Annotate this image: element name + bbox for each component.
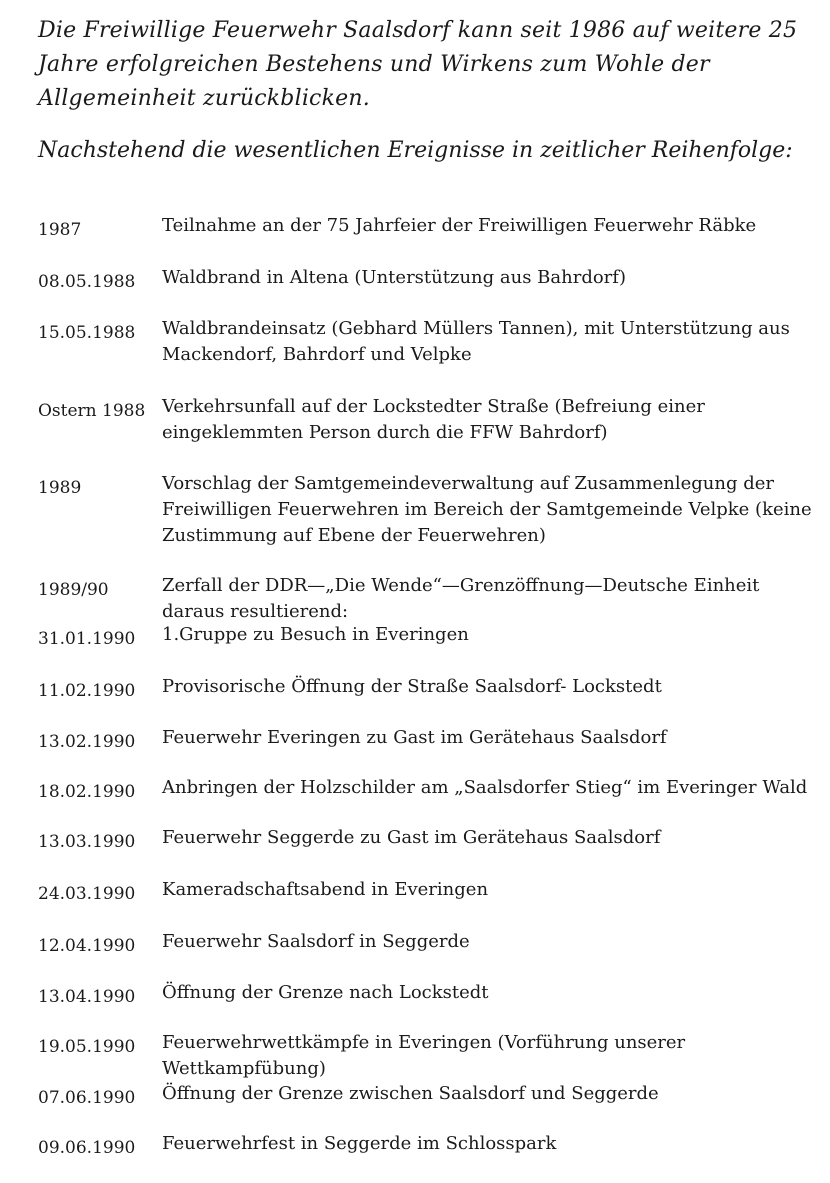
entry-text: Öffnung der Grenze zwischen Saalsdorf und Seggerde — [162, 1083, 659, 1104]
entry-date: 09.06.1990 — [38, 1138, 136, 1158]
entry-text: Feuerwehrfest in Seggerde im Schlosspark — [162, 1133, 557, 1154]
entry-date: 24.03.1990 — [38, 884, 136, 904]
entry-date: 1989 — [38, 478, 82, 498]
entry-text: Feuerwehr Everingen zu Gast im Gerätehaus Saalsdorf — [162, 727, 667, 748]
entry-date: 18.02.1990 — [38, 782, 136, 802]
entry-text: Waldbrandeinsatz (Gebhard Müllers Tannen), mit Unterstützung aus Mackendorf, Bahrdorf und Velpke — [162, 318, 790, 365]
entry-date: 11.02.1990 — [38, 681, 136, 701]
entry-text: Provisorische Öffnung der Straße Saalsdorf- Lockstedt — [162, 676, 662, 697]
entry-date: 07.06.1990 — [38, 1088, 136, 1108]
entry-date: 1987 — [38, 220, 82, 240]
entry-text: Teilnahme an der 75 Jahrfeier der Freiwilligen Feuerwehr Räbke — [162, 215, 757, 236]
entry-date: 15.05.1988 — [38, 323, 136, 343]
entry-text: Kameradschaftsabend in Everingen — [162, 879, 489, 900]
entry-text: Feuerwehr Seggerde zu Gast im Gerätehaus Saalsdorf — [162, 827, 661, 848]
intro-paragraph: Die Freiwillige Feuerwehr Saalsdorf kann seit 1986 auf weitere 25 Jahre erfolgreichen Bestehens und Wirkens zum Wohle der Allgemeinheit zurückblicken. — [38, 18, 798, 111]
entry-text: Anbringen der Holzschilder am „Saalsdorfer Stieg“ im Everinger Wald — [162, 777, 808, 798]
entry-text: Feuerwehr Saalsdorf in Seggerde — [162, 931, 470, 952]
lead-paragraph: Nachstehend die wesentlichen Ereignisse in zeitlicher Reihenfolge: — [38, 138, 793, 163]
entry-date: 13.02.1990 — [38, 732, 136, 752]
entry-date: 13.04.1990 — [38, 987, 136, 1007]
entry-date: Ostern 1988 — [38, 401, 146, 421]
entry-text: Feuerwehrwettkämpfe in Everingen (Vorführung unserer Wettkampfübung) — [162, 1032, 686, 1079]
entry-date: 19.05.1990 — [38, 1037, 136, 1057]
entry-date: 31.01.1990 — [38, 629, 136, 649]
entry-date: 12.04.1990 — [38, 936, 136, 956]
entry-text: Öffnung der Grenze nach Lockstedt — [162, 982, 489, 1003]
entry-date: 13.03.1990 — [38, 832, 136, 852]
entry-text: 1.Gruppe zu Besuch in Everingen — [162, 624, 469, 645]
entry-text: Waldbrand in Altena (Unterstützung aus Bahrdorf) — [162, 267, 626, 288]
entry-text: Vorschlag der Samtgemeindeverwaltung auf Zusammenlegung der Freiwilligen Feuerwehren im Bereich der Samtgemeinde Velpke (keine Zustimmung auf Ebene der Feuerwehren) — [162, 473, 812, 546]
entry-text: Verkehrsunfall auf der Lockstedter Straße (Befreiung einer eingeklemmten Person durch die FFW Bahrdorf) — [162, 396, 705, 443]
entry-date: 1989/90 — [38, 580, 109, 600]
entry-text: Zerfall der DDR—„Die Wende“—Grenzöffnung—Deutsche Einheit daraus resultierend: — [162, 575, 760, 622]
entry-date: 08.05.1988 — [38, 272, 136, 292]
